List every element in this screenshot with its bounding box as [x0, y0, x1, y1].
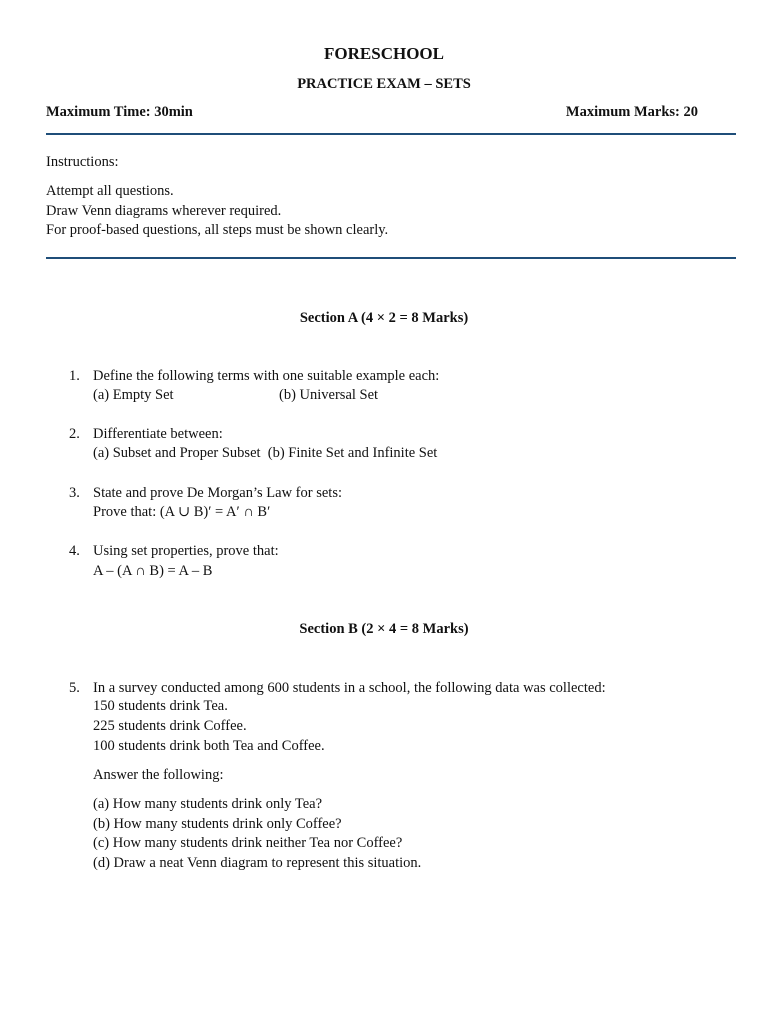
question-part-b: (b) Universal Set — [279, 387, 379, 403]
exam-title: PRACTICE EXAM – SETS — [297, 76, 471, 92]
answer-part: (c) How many students drink neither Tea nor Coffee? — [93, 835, 403, 851]
survey-data-line: 100 students drink both Tea and Coffee. — [93, 738, 325, 754]
question-detail: A – (A ∩ B) = A – B — [93, 563, 213, 579]
question-number: 5. — [69, 680, 80, 696]
question-detail: Prove that: (A ∪ B)′ = A′ ∩ B′ — [93, 504, 271, 520]
question-detail: (a) Subset and Proper Subset (b) Finite Set and Infinite Set — [93, 445, 438, 461]
instructions-divider — [46, 257, 736, 259]
question-number: 1. — [69, 368, 80, 384]
question-number: 4. — [69, 543, 80, 559]
instruction-line: Draw Venn diagrams wherever required. — [46, 203, 282, 219]
question-part-a: (a) Empty Set — [93, 387, 174, 403]
instruction-line: Attempt all questions. — [46, 183, 174, 199]
answer-part: (d) Draw a neat Venn diagram to represent this situation. — [93, 855, 422, 871]
answer-part: (a) How many students drink only Tea? — [93, 796, 323, 812]
instruction-line: For proof-based questions, all steps must be shown clearly. — [46, 222, 389, 238]
question-number: 3. — [69, 485, 80, 501]
answer-part: (b) How many students drink only Coffee? — [93, 816, 342, 832]
max-time: Maximum Time: 30min — [46, 104, 193, 120]
question-number: 2. — [69, 426, 80, 442]
survey-data-line: 225 students drink Coffee. — [93, 718, 247, 734]
question-text: Define the following terms with one suitable example each: — [93, 368, 440, 384]
section-b-title: Section B (2 × 4 = 8 Marks) — [299, 621, 469, 637]
header-divider — [46, 133, 736, 135]
question-text: Using set properties, prove that: — [93, 543, 279, 559]
section-a-title: Section A (4 × 2 = 8 Marks) — [299, 310, 469, 326]
answer-heading: Answer the following: — [93, 767, 224, 783]
max-marks: Maximum Marks: 20 — [565, 104, 698, 120]
question-text: State and prove De Morgan’s Law for sets: — [93, 485, 342, 501]
question-text: Differentiate between: — [93, 426, 223, 442]
instructions-heading: Instructions: — [46, 154, 119, 170]
survey-data-line: 150 students drink Tea. — [93, 698, 228, 714]
question-text: In a survey conducted among 600 students in a school, the following data was collected: — [93, 680, 606, 696]
school-name: FORESCHOOL — [324, 44, 444, 63]
